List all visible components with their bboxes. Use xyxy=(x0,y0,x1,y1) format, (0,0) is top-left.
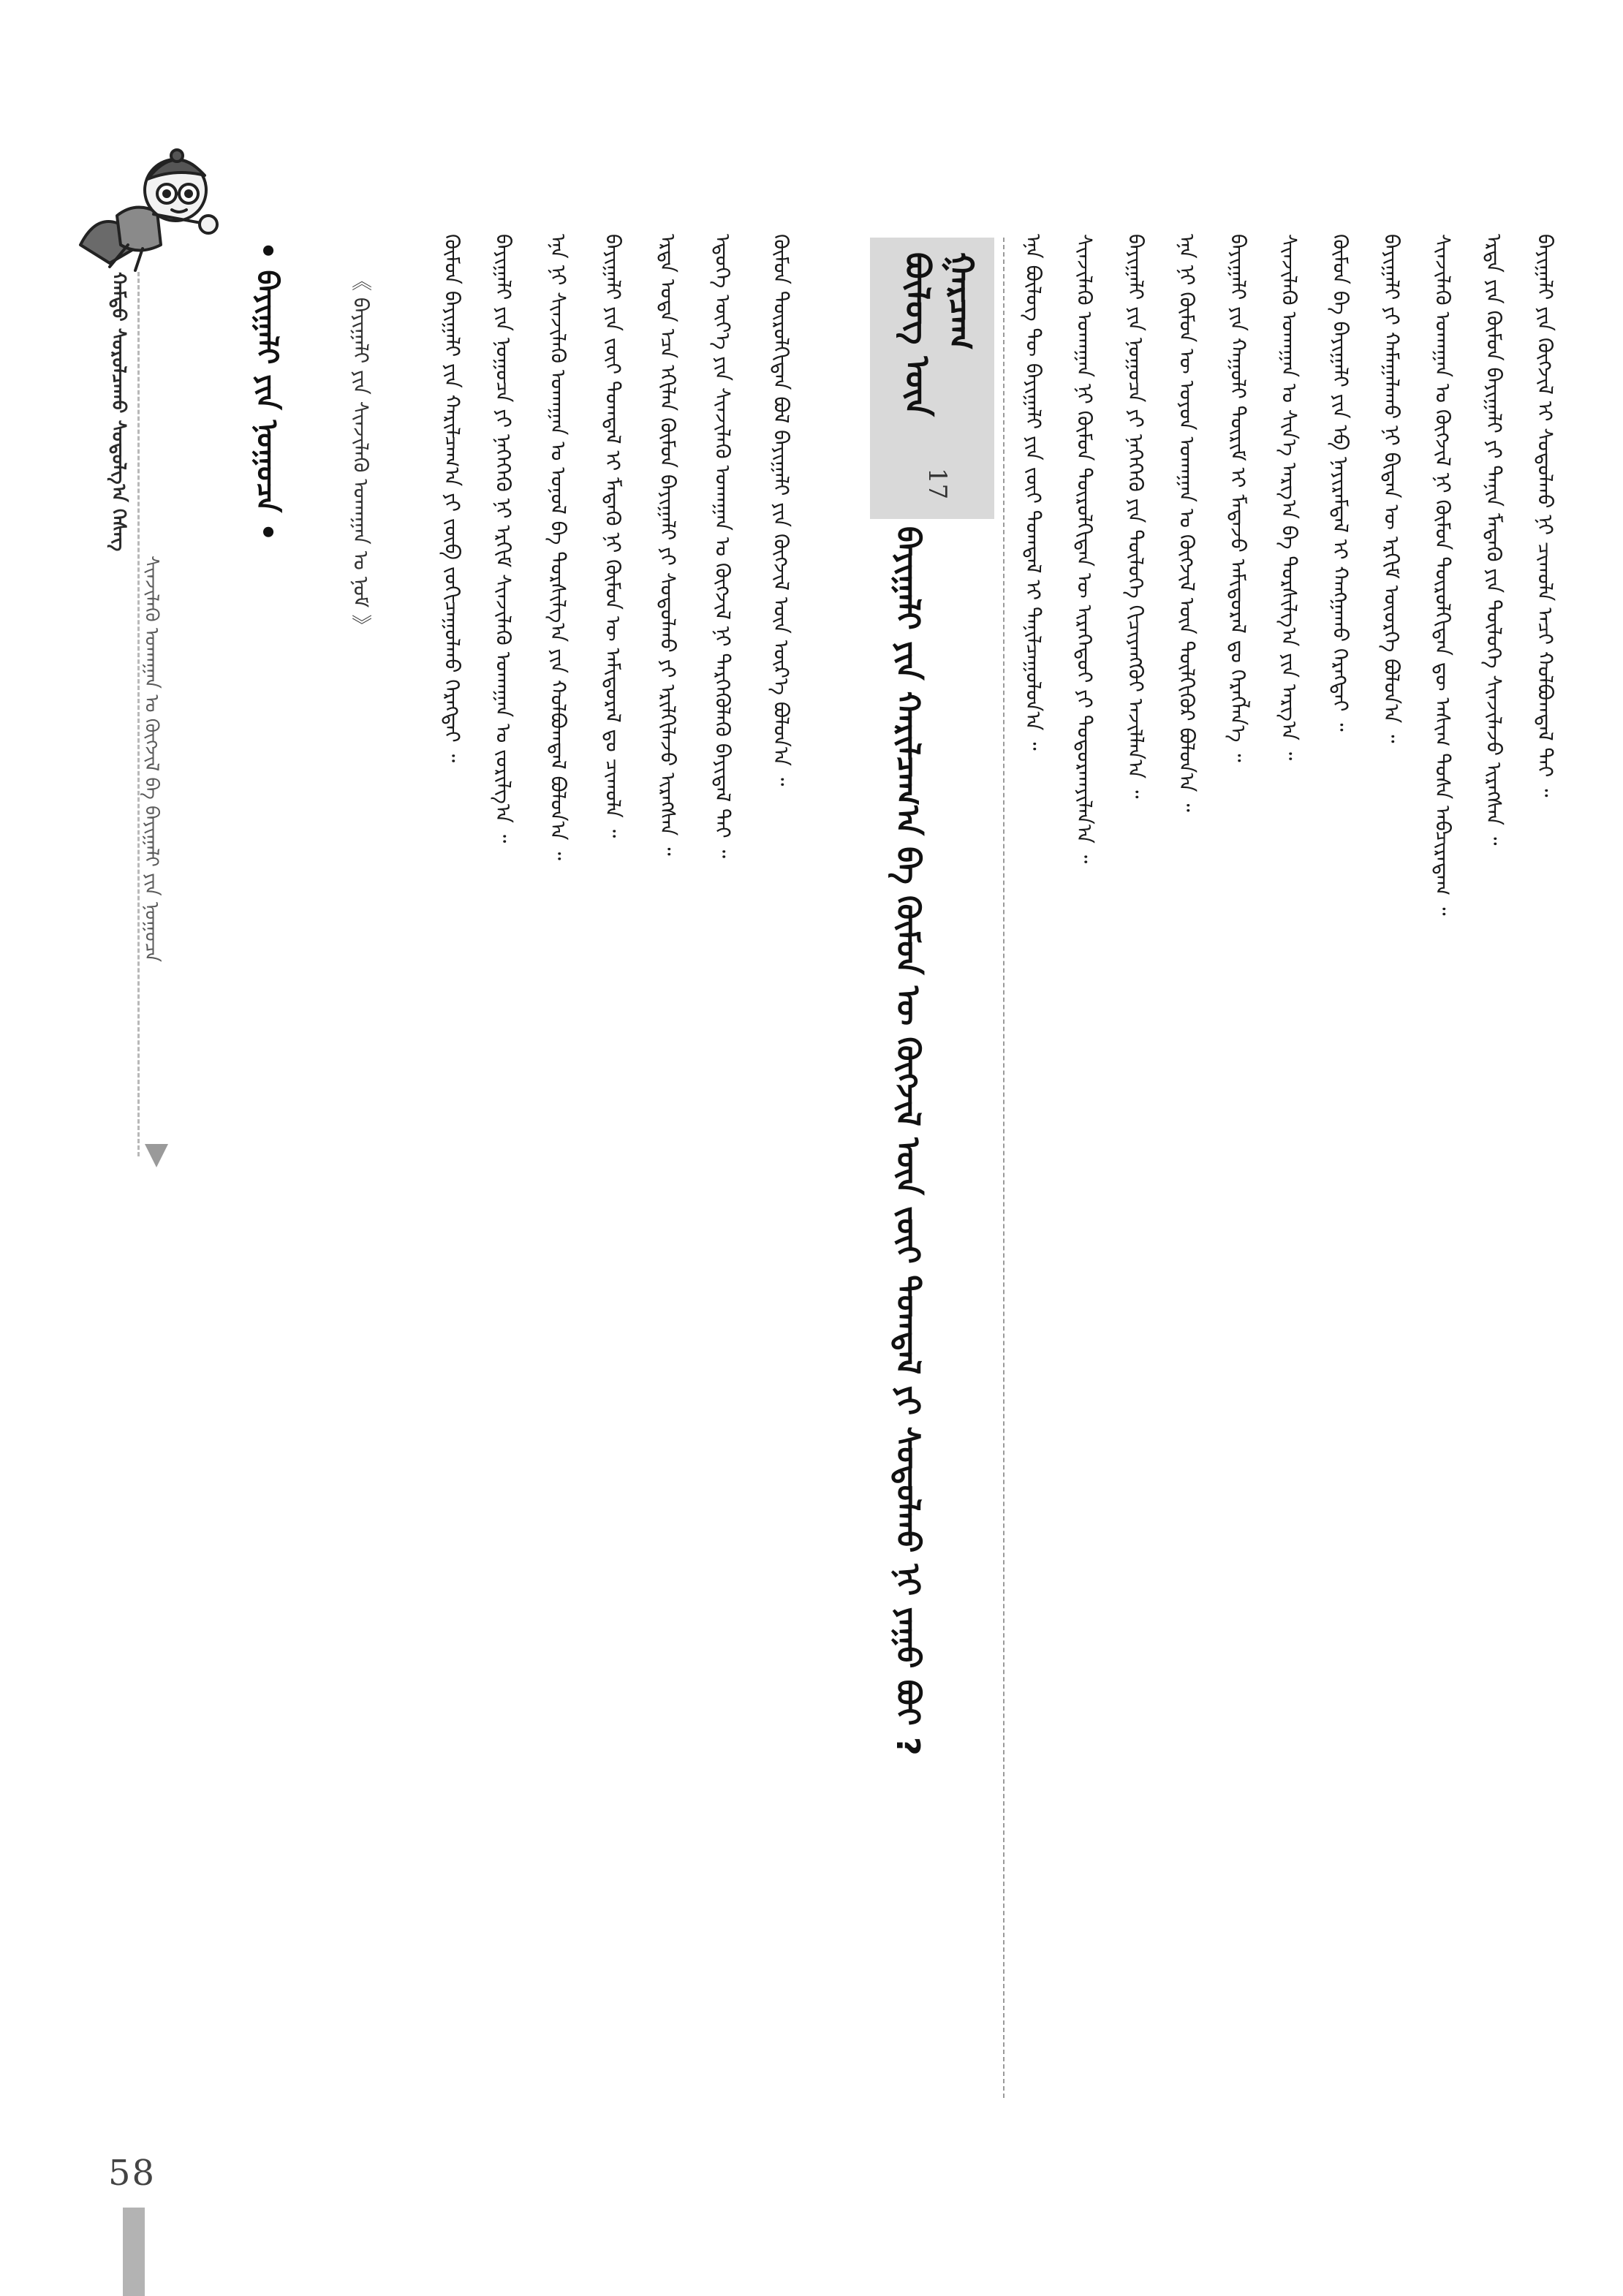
body-left-line-3: ᠡᠷᠲᠡ ᠤᠳᠠ ᠡᠴᠡ ᠡᠬᠢᠯᠡᠨ ᠬᠦᠮᠦᠨ ᠪᠠᠶᠢᠭᠠᠯᠢ ᠶᠢ ᠰᠤᠳᠤᠯᠬᠤ ᠶᠢ ᠡᠷᠢᠯᠬᠢᠯᠡᠵᠦ ᠢᠷᠡᠭᠰᠡᠨ ᠃ xyxy=(656,234,680,856)
body-right-line-7: ᠪᠠᠶᠢᠭᠠᠯᠢ ᠶᠢᠨ ᠬᠠᠭᠤᠯᠢ ᠳᠦᠷᠢᠮ ᠢ ᠮᠡᠳᠡᠵᠦ ᠠᠮᠢᠳᠤᠷᠠᠯ ᠳᠤ ᠬᠡᠷᠡᠭᠯᠡᠨ᠎ᠡ ᠃ xyxy=(1226,234,1250,762)
body-right-line-5: ᠬᠦᠮᠦᠨ ᠪᠠ ᠪᠠᠶᠢᠭᠠᠯᠢ ᠶᠢᠨ ᠡᠪ ᠨᠠᠶᠢᠷᠠᠮᠳᠠᠯ ᠢ ᠬᠠᠩᠭᠠᠬᠤ ᠬᠡᠷᠡᠭᠲᠡᠢ ᠃ xyxy=(1328,234,1352,732)
body-left-line-4: ᠪᠠᠶᠢᠭᠠᠯᠢ ᠶᠢᠨ ᠵᠦᠢ ᠲᠣᠭᠲᠠᠯ ᠢ ᠮᠡᠳᠡᠬᠦ ᠨᠢ ᠬᠦᠮᠦᠨ ᠦ ᠠᠮᠢᠳᠤᠷᠠᠯ ᠳᠤ ᠴᠢᠬᠤᠯᠠ ᠃ xyxy=(601,234,625,838)
header-dashed-rule xyxy=(137,272,140,1156)
body-left-line-7: ᠬᠦᠮᠦᠨ ᠪᠠᠶᠢᠭᠠᠯᠢ ᠶᠢᠨ ᠬᠠᠷᠢᠯᠴᠠᠭ᠎ᠠ ᠶᠢ ᠵᠥᠪ ᠵᠣᠬᠢᠴᠠᠭᠤᠯᠬᠤ ᠬᠡᠷᠡᠭᠲᠡᠢ ᠃ xyxy=(440,234,464,763)
body-left-line-5: ᠡᠨᠡ ᠨᠢ ᠰᠢᠨᠵᠢᠯᠡᠬᠦ ᠤᠬᠠᠭᠠᠨ ᠤ ᠣᠨᠤᠯ ᠪᠠ ᠲᠤᠷᠰᠢᠯᠭ᠎ᠠ ᠶᠢᠨ ᠬᠣᠯᠪᠣᠭᠳᠠᠯ ᠪᠣᠯᠤᠨ᠎ᠠ ᠃ xyxy=(546,234,570,860)
header-running-title: ᠬᠠᠮᠲᠤ ᠰᠤᠷᠤᠯᠴᠠᠬᠤ ᠰᠤᠳᠤᠯᠭ᠎ᠠ ᠬᠡᠰᠡᠭ xyxy=(107,272,129,552)
header-cartoon-illustration xyxy=(66,135,234,274)
body-right-line-10: ᠰᠢᠨᠵᠢᠯᠡᠬᠦ ᠤᠬᠠᠭᠠᠨ ᠨᠢ ᠬᠦᠮᠦᠨ ᠲᠥᠷᠥᠯᠬᠢᠲᠡᠨ ᠦ ᠢᠷᠡᠭᠡᠳᠦᠢ ᠶᠢ ᠲᠣᠳᠤᠷᠬᠠᠶᠢᠯᠠᠨ᠎ᠠ ᠃ xyxy=(1072,234,1097,864)
chapter-heading-label: ᠪᠦᠯᠦᠭ ᠦᠨ ᠭᠠᠷᠴᠠᠭ xyxy=(898,252,981,417)
body-left-line-2: ᠡᠳᠦᠭᠡ ᠦᠶ᠎ᠡ ᠶᠢᠨ ᠰᠢᠨᠵᠢᠯᠡᠬᠦ ᠤᠬᠠᠭᠠᠨ ᠤ ᠬᠥᠭᠵᠢᠯ ᠨᠢ ᠲᠡᠷᠭᠡᠭᠦᠯᠡᠬᠦ ᠪᠠᠶᠢᠳᠠᠯ ᠲᠠᠢ ᠃ xyxy=(711,234,735,859)
body-right-line-2: ᠡᠷᠲᠡ ᠶᠢᠨ ᠬᠦᠮᠦᠨ ᠪᠠᠶᠢᠭᠠᠯᠢ ᠶᠢ ᠲᠠᠨᠢᠨ ᠮᠡᠳᠡᠬᠦ ᠶᠢᠨ ᠲᠥᠯᠥᠭᠡ ᠰᠢᠨᠵᠢᠯᠡᠵᠦ ᠢᠷᠡᠭᠰᠡᠨ ᠃ xyxy=(1482,234,1506,846)
body-right-line-8: ᠡᠨᠡ ᠨᠢ ᠬᠦᠮᠦᠨ ᠦ ᠣᠶᠤᠨ ᠤᠬᠠᠭᠠᠨ ᠤ ᠬᠥᠭᠵᠢᠯ ᠦᠨ ᠲᠦᠯᠬᠢᠭᠦᠷ ᠪᠣᠯᠤᠨ᠎ᠠ ᠃ xyxy=(1175,234,1199,812)
body-left-line-1: ᠬᠦᠮᠦᠨ ᠲᠥᠷᠥᠯᠬᠢᠲᠡᠨ ᠪᠤᠯ ᠪᠠᠶᠢᠭᠠᠯᠢ ᠶᠢᠨ ᠬᠥᠭᠵᠢᠯ ᠦᠨ ᠦᠷ᠎ᠡ ᠪᠣᠯᠤᠨ᠎ᠠ ᠃ xyxy=(769,234,793,787)
body-left-line-6: ᠪᠠᠶᠢᠭᠠᠯᠢ ᠶᠢᠨ ᠨᠤᠭᠤᠴᠠ ᠶᠢ ᠨᠡᠭᠡᠭᠡᠬᠦ ᠨᠢ ᠡᠷᠬᠢᠮ ᠰᠢᠨᠵᠢᠯᠡᠬᠦ ᠤᠬᠠᠭᠠᠨ ᠤ ᠵᠣᠷᠢᠯᠭ᠎ᠠ ᠃ xyxy=(491,234,515,844)
chapter-heading-title: ᠪᠠᠶᠢᠭᠠᠯᠢ ᠶᠢᠨ ᠬᠠᠷᠢᠯᠴᠠᠭ᠎ᠠ ᠪᠠ ᠬᠦᠮᠦᠨ ᠦ ᠬᠥᠭᠵᠢᠯ ᠦᠨ ᠵᠦᠢ ᠲᠣᠭᠲᠠᠯ ᠶᠢ ᠰᠤᠳᠤᠯᠬᠤ ᠨᠢ ᠶᠠᠭᠤ ᠪᠤᠢ ? xyxy=(889,526,926,1756)
source-citation: 《 ᠪᠠᠶᠢᠭᠠᠯᠢ ᠶᠢᠨ ᠰᠢᠨᠵᠢᠯᠡᠬᠦ ᠤᠬᠠᠭᠠᠨ ᠤ ᠨᠤᠮ 》 xyxy=(349,270,373,635)
body-right-line-3: ᠰᠢᠨᠵᠢᠯᠡᠬᠦ ᠤᠬᠠᠭᠠᠨ ᠤ ᠬᠥᠭᠵᠢᠯ ᠨᠢ ᠬᠦᠮᠦᠨ ᠲᠥᠷᠥᠯᠬᠢᠲᠡᠨ ᠳᠦ ᠠᠰᠢᠭ ᠲᠤᠰᠠ ᠠᠪᠴᠢᠷᠠᠳᠠᠭ ᠃ xyxy=(1431,234,1455,916)
header-running-subtitle: ᠰᠢᠨᠵᠢᠯᠡᠬᠦ ᠤᠬᠠᠭᠠᠨ ᠤ ᠬᠦᠭᠵᠢᠯ ᠪᠠ ᠪᠠᠶᠢᠭᠠᠯᠢ ᠶᠢᠨ ᠨᠤᠭᠤᠴᠠ xyxy=(140,556,162,963)
body-right-line-1: ᠪᠠᠶᠢᠭᠠᠯᠢ ᠶᠢᠨ ᠬᠥᠭᠵᠢᠯ ᠢ ᠰᠤᠳᠤᠯᠬᠤ ᠨᠢ ᠴᠢᠬᠤᠯᠠ ᠠᠴᠢ ᠬᠤᠯᠪᠣᠭᠳᠠᠯ ᠲᠠᠢ ᠃ xyxy=(1533,234,1557,797)
page-number: 58 xyxy=(108,2153,156,2194)
section-bullet-heading: • ᠪᠠᠶᠢᠭᠠᠯᠢ ᠶᠢᠨ ᠨᠤᠭᠤᠴᠠ • xyxy=(250,241,284,542)
header-arrow-marker xyxy=(145,1144,168,1167)
body-right-line-6: ᠰᠢᠨᠵᠢᠯᠡᠬᠦ ᠤᠬᠠᠭᠠᠨ ᠤ ᠰᠢᠨ᠎ᠡ ᠠᠷᠭ᠎ᠠ ᠪᠠ ᠲᠤᠷᠰᠢᠯᠭ᠎ᠠ ᠶᠢᠨ ᠠᠷᠭ᠎ᠠ ᠃ xyxy=(1277,234,1301,761)
chapter-dashed-rule xyxy=(1003,238,1005,2098)
body-right-line-9: ᠪᠠᠶᠢᠭᠠᠯᠢ ᠶᠢᠨ ᠨᠤᠭᠤᠴᠠ ᠶᠢ ᠨᠡᠭᠡᠭᠡᠬᠦ ᠶᠢᠨ ᠲᠥᠯᠥᠭᠡ ᠬᠢᠴᠢᠶᠡᠩᠭᠦᠢ ᠠᠵᠢᠯᠯᠠᠨ᠎ᠠ ᠃ xyxy=(1124,234,1148,799)
chapter-number: 17 xyxy=(923,468,952,500)
body-right-line-4: ᠪᠠᠶᠢᠭᠠᠯᠢ ᠶᠢ ᠬᠠᠮᠠᠭᠠᠯᠠᠬᠤ ᠨᠢ ᠪᠢᠳᠡᠨ ᠦ ᠡᠷᠬᠢᠮ ᠦᠦᠷᠭᠡ ᠪᠣᠯᠤᠨ᠎ᠠ ᠃ xyxy=(1380,234,1404,743)
page-corner-bar xyxy=(123,2208,145,2296)
body-right-line-11: ᠡᠨᠡ ᠪᠦᠯᠦᠭ ᠲᠦ ᠪᠠᠶᠢᠭᠠᠯᠢ ᠶᠢᠨ ᠵᠦᠢ ᠲᠣᠭᠲᠠᠯ ᠢ ᠲᠠᠨᠢᠯᠴᠠᠭᠤᠯᠤᠨ᠎ᠠ ᠃ xyxy=(1021,234,1045,751)
